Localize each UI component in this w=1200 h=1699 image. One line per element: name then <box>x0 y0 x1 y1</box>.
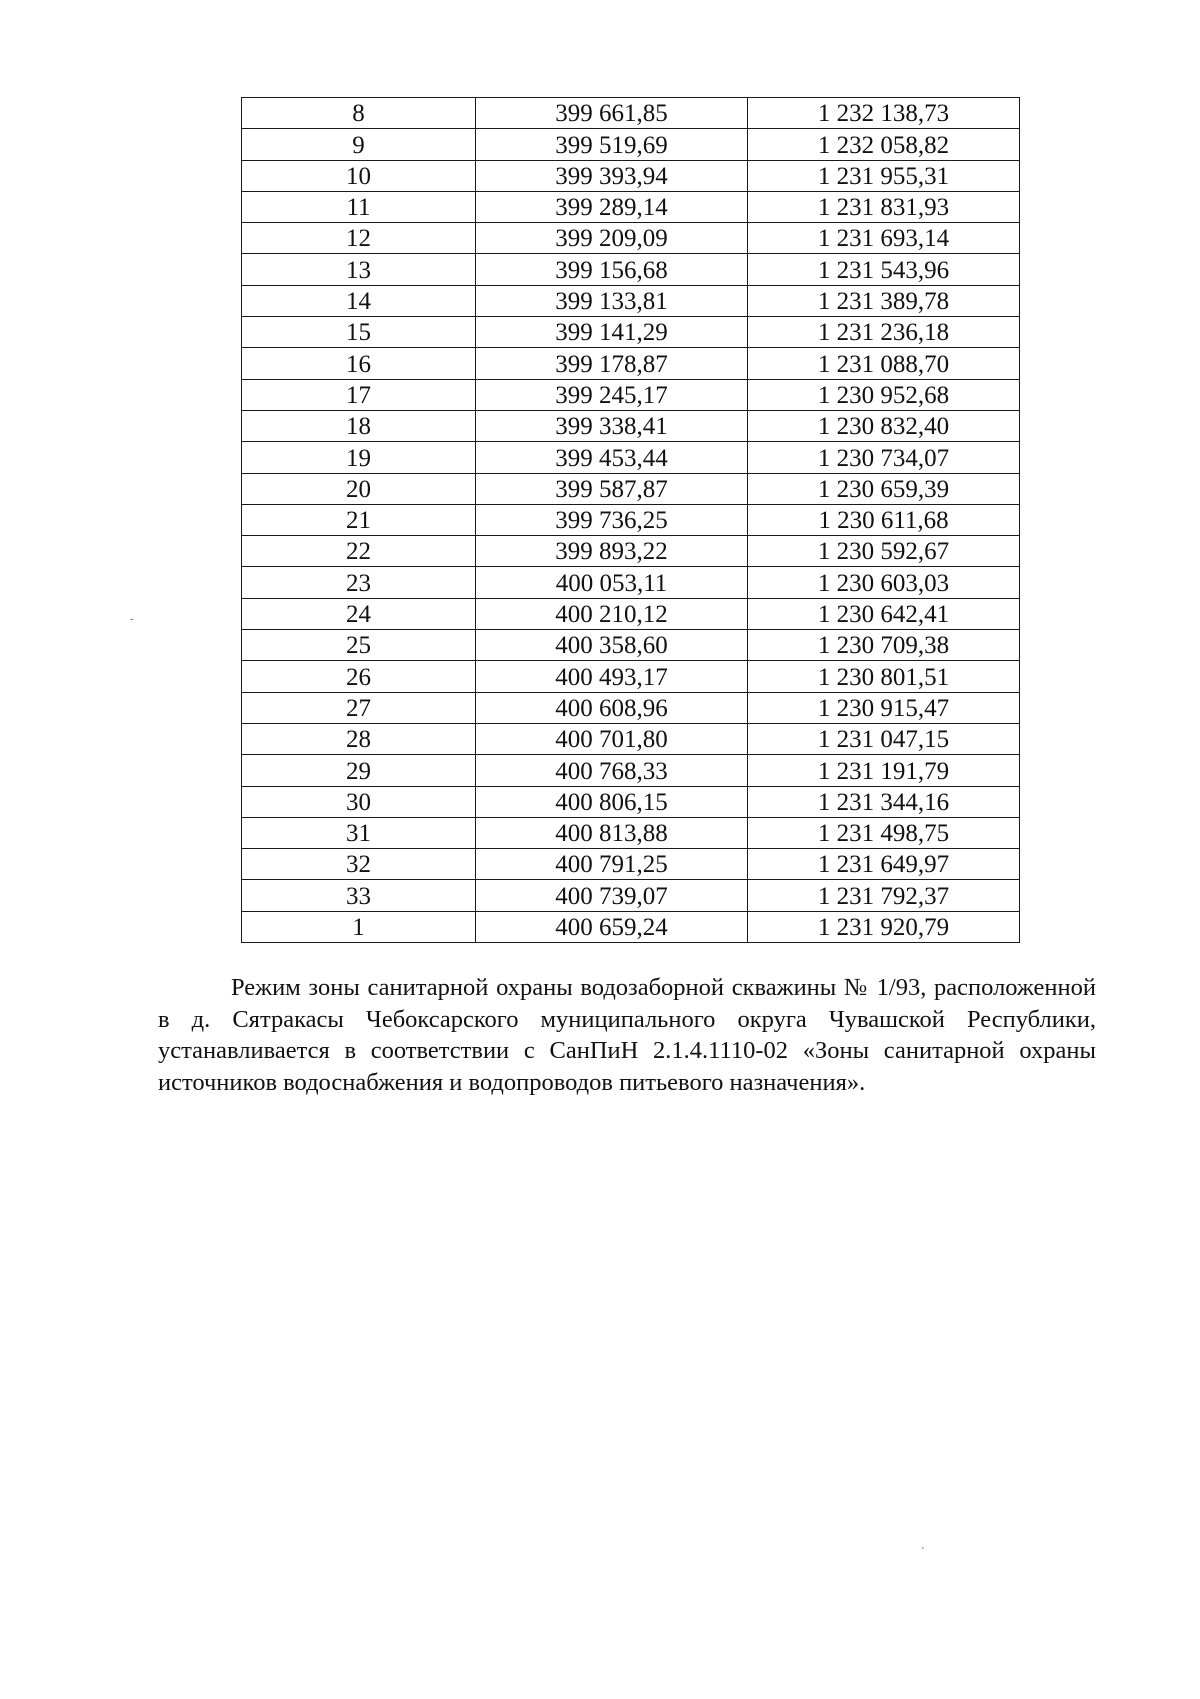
y-coordinate-cell: 1 230 915,47 <box>748 692 1020 723</box>
y-coordinate-cell: 1 231 955,31 <box>748 160 1020 191</box>
point-number-cell: 16 <box>242 348 476 379</box>
table-row <box>242 379 1020 410</box>
point-number-cell: 13 <box>242 254 476 285</box>
y-coordinate-cell: 1 231 389,78 <box>748 285 1020 316</box>
point-number-cell: 12 <box>242 223 476 254</box>
point-number-cell: 18 <box>242 410 476 441</box>
y-coordinate-cell: 1 231 693,14 <box>748 223 1020 254</box>
y-coordinate-cell: 1 230 611,68 <box>748 504 1020 535</box>
table-row <box>242 661 1020 692</box>
y-coordinate-cell: 1 230 659,39 <box>748 473 1020 504</box>
x-coordinate-cell: 400 659,24 <box>476 911 748 942</box>
point-number-cell: 8 <box>242 98 476 129</box>
y-coordinate-cell: 1 230 642,41 <box>748 598 1020 629</box>
table-row <box>242 98 1020 129</box>
x-coordinate-cell: 399 289,14 <box>476 191 748 222</box>
y-coordinate-cell: 1 231 191,79 <box>748 755 1020 786</box>
y-coordinate-cell: 1 230 734,07 <box>748 442 1020 473</box>
x-coordinate-cell: 399 156,68 <box>476 254 748 285</box>
table-row <box>242 191 1020 222</box>
x-coordinate-cell: 400 358,60 <box>476 630 748 661</box>
x-coordinate-cell: 399 338,41 <box>476 410 748 441</box>
table-row <box>242 567 1020 598</box>
y-coordinate-cell: 1 231 920,79 <box>748 911 1020 942</box>
point-number-cell: 17 <box>242 379 476 410</box>
point-number-cell: 24 <box>242 598 476 629</box>
point-number-cell: 21 <box>242 504 476 535</box>
x-coordinate-cell: 399 141,29 <box>476 317 748 348</box>
table-row <box>242 504 1020 535</box>
table-row <box>242 630 1020 661</box>
scan-mark-left: - <box>130 614 134 625</box>
point-number-cell: 31 <box>242 817 476 848</box>
table-row <box>242 254 1020 285</box>
table-row <box>242 723 1020 754</box>
point-number-cell: 28 <box>242 723 476 754</box>
point-number-cell: 9 <box>242 129 476 160</box>
x-coordinate-cell: 399 209,09 <box>476 223 748 254</box>
x-coordinate-cell: 400 210,12 <box>476 598 748 629</box>
table-row <box>242 348 1020 379</box>
table-row <box>242 223 1020 254</box>
y-coordinate-cell: 1 232 138,73 <box>748 98 1020 129</box>
table-row <box>242 473 1020 504</box>
y-coordinate-cell: 1 230 709,38 <box>748 630 1020 661</box>
y-coordinate-cell: 1 230 801,51 <box>748 661 1020 692</box>
table-row <box>242 598 1020 629</box>
y-coordinate-cell: 1 231 344,16 <box>748 786 1020 817</box>
x-coordinate-cell: 399 661,85 <box>476 98 748 129</box>
point-number-cell: 20 <box>242 473 476 504</box>
x-coordinate-cell: 399 393,94 <box>476 160 748 191</box>
point-number-cell: 22 <box>242 536 476 567</box>
table-row <box>242 880 1020 911</box>
table-row <box>242 817 1020 848</box>
point-number-cell: 32 <box>242 849 476 880</box>
x-coordinate-cell: 400 493,17 <box>476 661 748 692</box>
point-number-cell: 25 <box>242 630 476 661</box>
point-number-cell: 11 <box>242 191 476 222</box>
x-coordinate-cell: 399 736,25 <box>476 504 748 535</box>
point-number-cell: 14 <box>242 285 476 316</box>
point-number-cell: 10 <box>242 160 476 191</box>
table-row <box>242 849 1020 880</box>
table-row <box>242 442 1020 473</box>
x-coordinate-cell: 399 587,87 <box>476 473 748 504</box>
y-coordinate-cell: 1 231 649,97 <box>748 849 1020 880</box>
x-coordinate-cell: 400 768,33 <box>476 755 748 786</box>
x-coordinate-cell: 400 608,96 <box>476 692 748 723</box>
table-row <box>242 160 1020 191</box>
y-coordinate-cell: 1 230 832,40 <box>748 410 1020 441</box>
table-row <box>242 692 1020 723</box>
point-number-cell: 1 <box>242 911 476 942</box>
table-row <box>242 911 1020 942</box>
x-coordinate-cell: 399 519,69 <box>476 129 748 160</box>
y-coordinate-cell: 1 231 543,96 <box>748 254 1020 285</box>
y-coordinate-cell: 1 232 058,82 <box>748 129 1020 160</box>
table-row <box>242 285 1020 316</box>
point-number-cell: 19 <box>242 442 476 473</box>
x-coordinate-cell: 400 791,25 <box>476 849 748 880</box>
y-coordinate-cell: 1 231 792,37 <box>748 880 1020 911</box>
y-coordinate-cell: 1 231 047,15 <box>748 723 1020 754</box>
table-row <box>242 129 1020 160</box>
point-number-cell: 33 <box>242 880 476 911</box>
point-number-cell: 26 <box>242 661 476 692</box>
table-row <box>242 317 1020 348</box>
x-coordinate-cell: 399 245,17 <box>476 379 748 410</box>
y-coordinate-cell: 1 230 592,67 <box>748 536 1020 567</box>
table-row <box>242 755 1020 786</box>
point-number-cell: 15 <box>242 317 476 348</box>
point-number-cell: 27 <box>242 692 476 723</box>
regime-paragraph: Режим зоны санитарной охраны водозаборной скважины № 1/93, расположенной в д. Сятракасы Чебоксарского муниципального округа Чувашской Республики, устанавливается в соответствии с СанПиН 2.1.4.1110-02 «Зоны санитарной охраны источников водоснабжения и водопроводов питьевого назначения». <box>158 974 1096 1096</box>
x-coordinate-cell: 400 739,07 <box>476 880 748 911</box>
point-number-cell: 29 <box>242 755 476 786</box>
coordinates-table-body <box>242 98 1020 943</box>
coordinates-table <box>241 97 1020 943</box>
point-number-cell: 30 <box>242 786 476 817</box>
y-coordinate-cell: 1 230 603,03 <box>748 567 1020 598</box>
x-coordinate-cell: 399 893,22 <box>476 536 748 567</box>
scan-mark-bottom: ' <box>922 1546 924 1557</box>
y-coordinate-cell: 1 231 088,70 <box>748 348 1020 379</box>
x-coordinate-cell: 400 806,15 <box>476 786 748 817</box>
y-coordinate-cell: 1 230 952,68 <box>748 379 1020 410</box>
x-coordinate-cell: 400 053,11 <box>476 567 748 598</box>
x-coordinate-cell: 400 813,88 <box>476 817 748 848</box>
y-coordinate-cell: 1 231 831,93 <box>748 191 1020 222</box>
x-coordinate-cell: 399 133,81 <box>476 285 748 316</box>
x-coordinate-cell: 399 178,87 <box>476 348 748 379</box>
table-row <box>242 410 1020 441</box>
point-number-cell: 23 <box>242 567 476 598</box>
x-coordinate-cell: 400 701,80 <box>476 723 748 754</box>
x-coordinate-cell: 399 453,44 <box>476 442 748 473</box>
y-coordinate-cell: 1 231 498,75 <box>748 817 1020 848</box>
table-row <box>242 536 1020 567</box>
table-row <box>242 786 1020 817</box>
y-coordinate-cell: 1 231 236,18 <box>748 317 1020 348</box>
